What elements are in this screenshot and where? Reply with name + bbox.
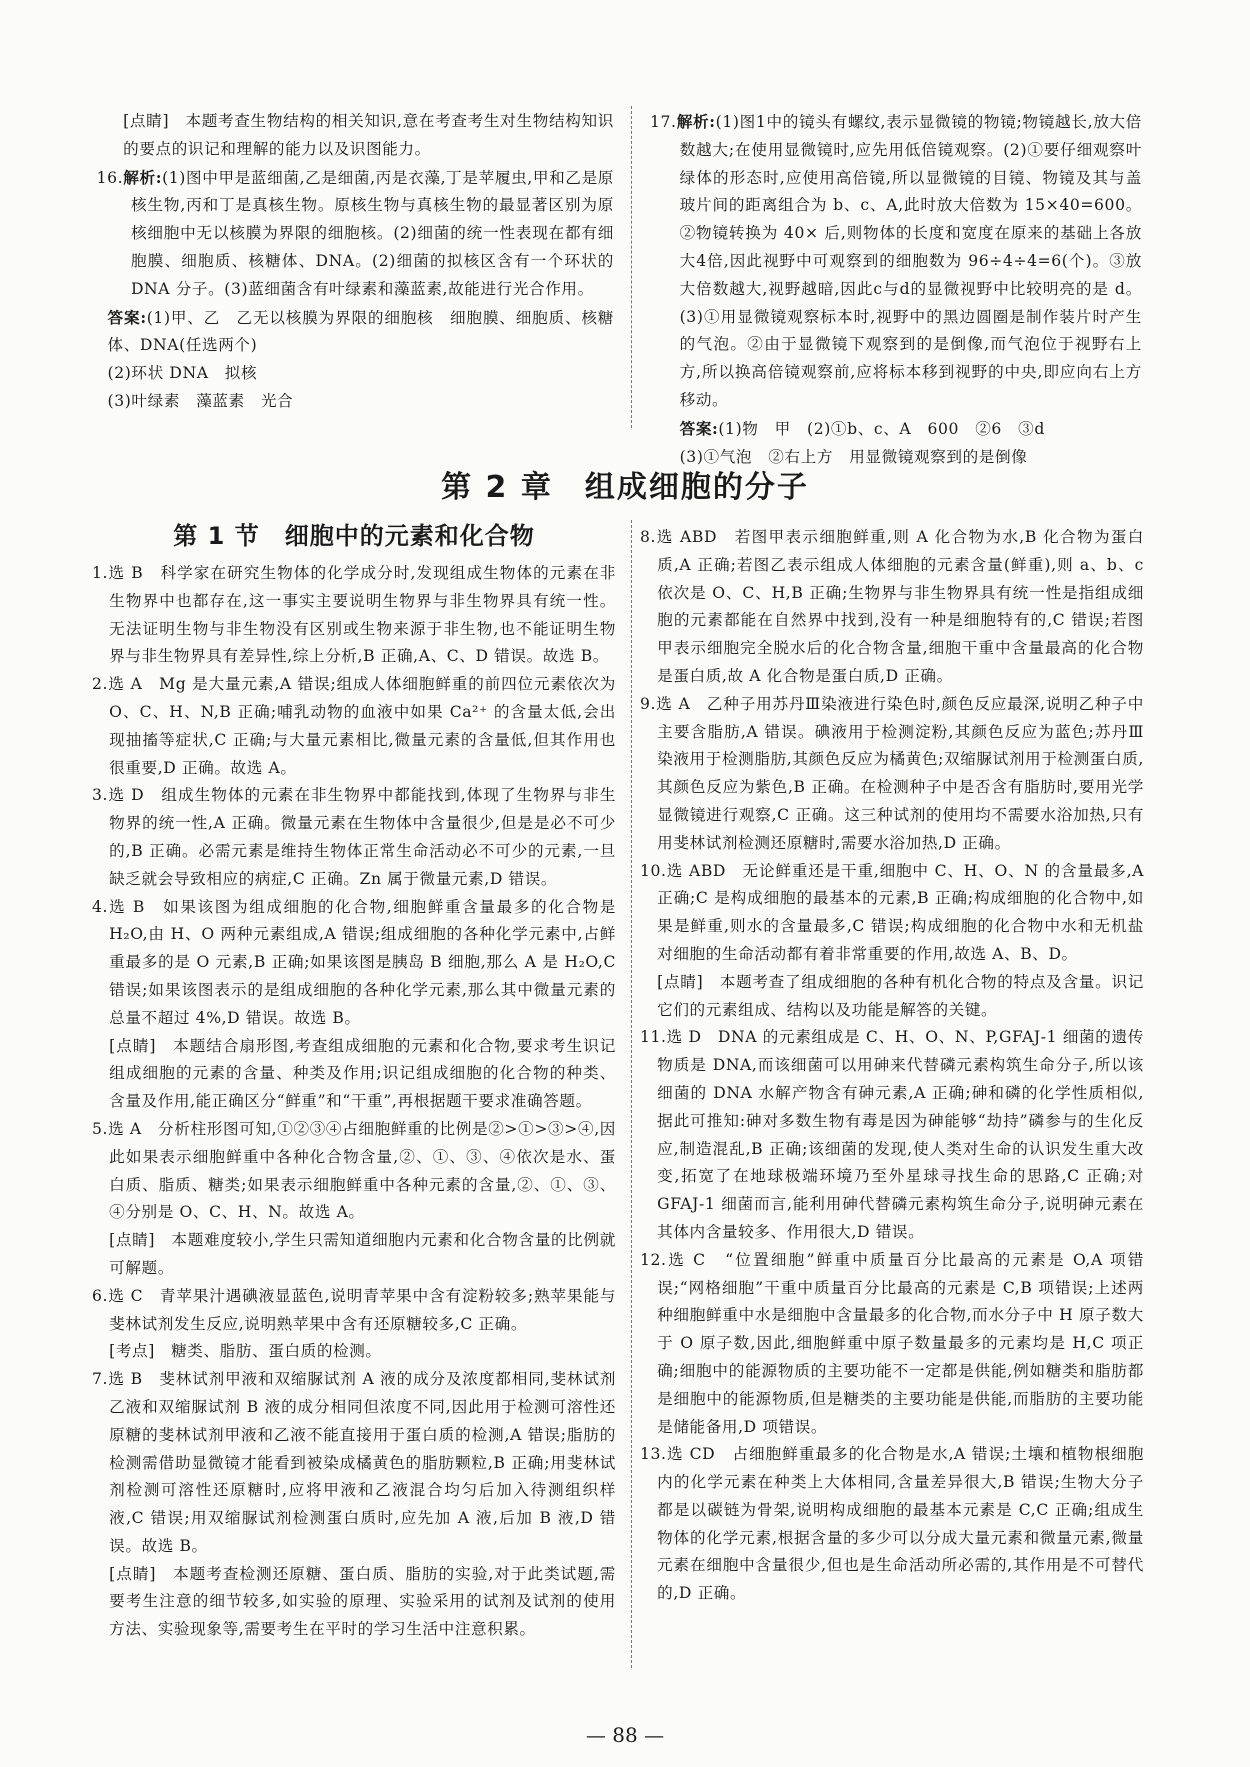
question-number: 17. [650,113,677,131]
analysis-label: 解析: [123,167,163,187]
bottom-right-column [640,524,1144,1608]
question-item: 4.选 B 如果该图为组成细胞的化合物,细胞鲜重含量最多的化合物是 H₂O,由 H、O 两种元素组成,A 错误;组成细胞的各种化学元素中,占鲜重最多的是 O 元素,B 正确;如果该图是胰岛 B 细胞,那么 A 是 H₂O,C 错误;如果该图表示的是组成细胞的各种化学元素,那么其中微量元素的总量不超过 4%,D 错误。故选 B。 [92,897,616,1027]
question-item: 7.选 B 斐林试剂甲液和双缩脲试剂 A 液的成分及浓度都相同,斐林试剂乙液和双缩脲试剂 B 液的成分相同但浓度不同,因此用于检测可溶性还原糖的斐林试剂甲液和乙液不能直接用于蛋白质的检测,A 错误;脂肪的检测需借助显微镜才能看到被染成橘黄色的脂肪颗粒,B 正确;用斐林试剂检测可溶性还原糖时,应将甲液和乙液混合均匀后加入待测组织样液,C 错误;用双缩脲试剂检测蛋白质时,应先加 A 液,后加 B 液,D 错误。故选 B。 [92,1370,616,1555]
note-item: [考点] 糖类、脂肪、蛋白质的检测。 [109,1342,382,1361]
question-item: 6.选 C 青苹果汁遇碘液显蓝色,说明青苹果中含有淀粉较多;熟苹果能与斐林试剂发生反应,说明熟苹果中含有还原糖较多,C 正确。 [92,1286,616,1333]
question-item: 3.选 D 组成生物体的元素在非生物界中都能找到,体现了生物界与非生物界的统一性,A 正确。微量元素在生物体中含量很少,但是是必不可少的,B 正确。必需元素是维持生物体正常生命活动必不可少的元素,一旦缺乏就会导致相应的病症,C 正确。Zn 属于微量元素,D 错误。 [92,786,616,888]
note-paragraph [106,108,614,164]
question-16-answer-line: (2)环状 DNA 拟核 [107,364,258,383]
question-item: 11.选 D DNA 的元素组成是 C、H、O、N、P,GFAJ-1 细菌的遗传物质是 DNA,而该细菌可以用砷来代替磷元素构筑生命分子,所以该细菌的 DNA 水解产物含有砷元素,A 正确;砷和磷的化学性质相似,据此可推知:砷对多数生物有毒是因为砷能够“劫持”磷参与的生化反应,制造混乱,B 正确;该细菌的发现,使人类对生命的认识发生重大改变,拓宽了在地球极端环境乃至外星球寻找生命的思路,C 正确;对 GFAJ-1 细菌而言,能利用砷代替磷元素构筑生命分子,说明砷元素在其体内含量较多、作用很大,D 错误。 [640,1028,1144,1241]
question-item: 13.选 CD 占细胞鲜重最多的化合物是水,A 错误;土壤和植物根细胞内的化学元素在种类上大体相同,含量差异很大,B 错误;生物大分子都是以碳链为骨架,说明构成细胞的最基本元素是 C,C 正确;组成生物体的化学元素,根据含量的多少可以分成大量元素和微量元素,微量元素在细胞中含量很少,但也是生命活动所必需的,其作用是不可替代的,D 正确。 [640,1445,1144,1603]
note-item: [点睛] 本题考查检测还原糖、蛋白质、脂肪的实验,对于此类试题,需要考生注意的细节较多,如实验的原理、实验采用的试剂及试剂的使用方法、实验现象等,需要考生在平时的学习生活中注意积累。 [109,1564,616,1639]
page-number: — 88 — [585,1723,665,1747]
top-right-column [650,108,1142,471]
note-tag: [点睛] [123,112,170,130]
answer-label: 答案: [679,418,719,438]
column-divider-top [631,106,632,428]
answer-label: 答案: [107,307,147,327]
analysis-text: (1)图中甲是蓝细菌,乙是细菌,丙是衣藻,丁是苹履虫,甲和乙是原核生物,丙和丁是真核生物。原核生物与真核生物的最显著区别为原核细胞中无以核膜为界限的细胞核。(2)细菌的统一性表现在都有细胞膜、细胞质、核糖体、DNA。(2)细菌的拟核区含有一个环状的 DNA 分子。(3)蓝细菌含有叶绿素和藻蓝素,故能进行光合作用。 [130,168,614,298]
question-item: 10.选 ABD 无论鲜重还是干重,细胞中 C、H、O、N 的含量最多,A 正确;C 是构成细胞的最基本的元素,B 正确;构成细胞的化合物中,如果是鲜重,则水的含量最多,C 错误;构成细胞的化合物中水和无机盐对细胞的生命活动都有着非常重要的作用,故选 A、B、D。 [640,861,1144,963]
note-item: [点睛] 本题难度较小,学生只需知道细胞内元素和化合物含量的比例就可解题。 [109,1231,616,1277]
question-17-analysis [650,108,1142,415]
section-title: 第 1 节 细胞中的元素和化合物 [173,522,535,550]
question-item: 1.选 B 科学家在研究生物体的化学成分时,发现组成生物体的元素在非生物界中也都存在,这一事实主要说明生物界与非生物界具有统一性。无法证明生物与非生物没有区别或生物来源于非生物,也不能证明生物界与非生物界具有差异性,综上分析,B 正确,A、C、D 错误。故选 B。 [92,564,616,666]
question-17-answer-line: (3)①气泡 ②右上方 用显微镜观察到的是倒像 [679,447,1028,466]
question-17-answer [650,415,1142,444]
note-item: [点睛] 本题结合扇形图,考查组成细胞的元素和化合物,要求考生识记组成细胞的元素的含量、种类及作用;识记组成细胞的化合物的种类、含量及作用,能正确区分“鲜重”和“干重”,再根据题干要求准确答题。 [109,1036,616,1111]
question-item: 5.选 A 分析柱形图可知,①②③④占细胞鲜重的比例是②>①>③>④,因此如果表示细胞鲜重中各种化合物含量,②、①、③、④依次是水、蛋白质、脂质、糖类;如果表示细胞鲜重中各种元素的含量,②、①、③、④分别是 O、C、H、N。故选 A。 [92,1119,616,1222]
chapter-title: 第 2 章 组成细胞的分子 [441,470,809,505]
top-left-column [96,108,614,416]
bottom-left-column [92,560,616,1644]
question-16-analysis [96,164,614,304]
answer-line: (1)甲、乙 乙无以核膜为界限的细胞核 细胞膜、细胞质、核糖体、DNA(任选两个) [107,308,614,355]
note-item: [点睛] 本题考查了组成细胞的各种有机化合物的特点及含量。识记它们的元素组成、结构以及功能是解答的关键。 [657,972,1144,1019]
question-item: 9.选 A 乙种子用苏丹Ⅲ染液进行染色时,颜色反应最深,说明乙种子中主要含脂肪,A 错误。碘液用于检测淀粉,其颜色反应为蓝色;苏丹Ⅲ染液用于检测脂肪,其颜色反应为橘黄色;双缩脲试剂用于检测蛋白质,其颜色反应为紫色,B 正确。在检测种子中是否含有脂肪时,要用光学显微镜进行观察,C 正确。这三种试剂的使用均不需要水浴加热,只有用斐林试剂检测还原糖时,需要水浴加热,D 正确。 [640,694,1144,852]
question-item: 8.选 ABD 若图甲表示细胞鲜重,则 A 化合物为水,B 化合物为蛋白质,A 正确;若图乙表示组成人体细胞的元素含量(鲜重),则 a、b、c 依次是 O、C、H,B 正确;生物界与非生物界具有统一性是指组成细胞的元素都能在自然界中找到,没有一种是细胞特有的,C 错误;若图甲表示细胞完全脱水后的化合物含量,细胞干重中含量最高的化合物是蛋白质,故 A 化合物是蛋白质,D 正确。 [640,528,1144,685]
question-16-answer [106,304,614,361]
question-16-answer-line: (3)叶绿素 藻蓝素 光合 [107,391,294,410]
answer-line: (1)物 甲 (2)①b、c、A 600 ②6 ③d [718,419,1045,438]
column-divider-bottom [631,520,632,1668]
question-item: 2.选 A Mg 是大量元素,A 错误;组成人体细胞鲜重的前四位元素依次为 O、C、H、N,B 正确;哺乳动物的血液中如果 Ca²⁺ 的含量太低,会出现抽搐等症状,C 正确;与大量元素相比,微量元素的含量低,但其作用也很重要,D 正确。故选 A。 [92,675,616,777]
question-number: 16. [96,168,124,187]
analysis-label: 解析: [676,112,716,131]
analysis-text: (1)图1中的镜头有螺纹,表示显微镜的物镜;物镜越长,放大倍数越大;在使用显微镜时,应先用低倍镜观察。(2)①要仔细观察叶绿体的形态时,应使用高倍镜,所以显微镜的目镜、物镜及其与盖玻片间的距离组合为 b、c、A,此时放大倍数为 15×40=600。②物镜转换为 40× 后,则物体的长度和宽度在原来的基础上各放大4倍,因此视野中可观察到的细胞数为 96÷4÷4=6(个)。③放大倍数越大,视野越暗,因此c与d的显微视野中比较明亮的是 d。(3)①用显微镜观察标本时,视野中的黑边圆圈是制作装片时产生的气泡。②由于显微镜下观察到的是倒像,而气泡位于视野右上方,所以换高倍镜观察前,应将标本移到视野的中央,即应向右上方移动。 [679,113,1142,409]
question-item: 12.选 C “位置细胞”鲜重中质量百分比最高的元素是 O,A 项错误;“网格细胞”干重中质量百分比最高的元素是 C,B 项错误;上述两种细胞鲜重中水是细胞中含量最多的化合物,而水分子中 H 原子数大于 O 原子数,因此,细胞鲜重中原子数量最多的元素均是 H,C 项正确;细胞中的能源物质的主要功能不一定都是供能,例如糖类和脂肪都是细胞中的能源物质,但是糖类的主要功能是供能,而脂肪的主要功能是储能备用,D 项错误。 [640,1250,1144,1436]
note-text: 本题考查生物结构的相关知识,意在考查考生对生物结构知识的要点的识记和理解的能力以及识图能力。 [123,112,614,158]
